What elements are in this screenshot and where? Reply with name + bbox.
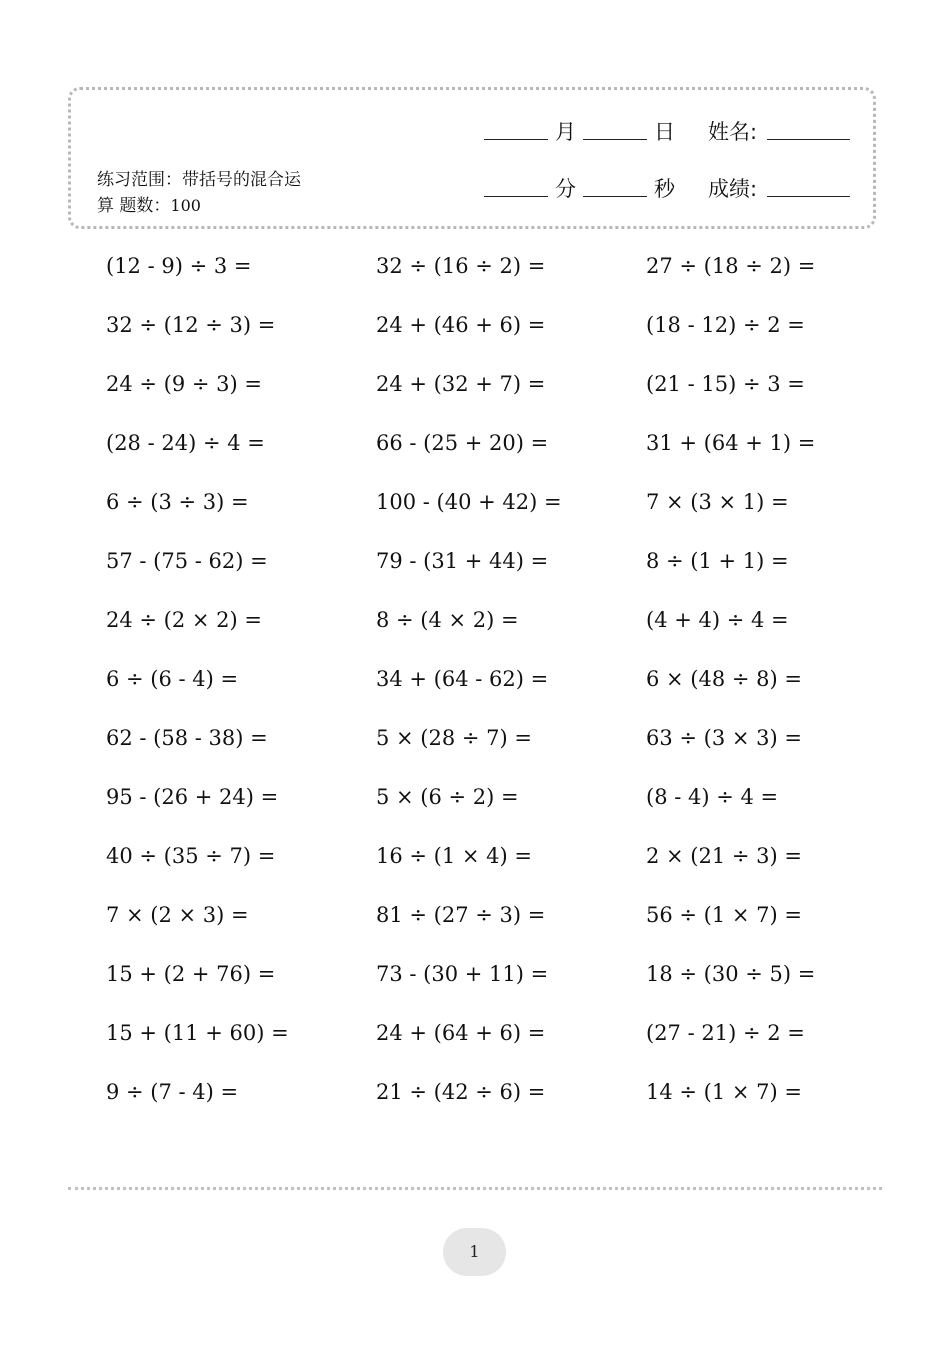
day-label: 日 (654, 120, 675, 144)
problem-item: 24 + (46 + 6) = (376, 313, 546, 337)
problem-item: 8 ÷ (1 + 1) = (646, 549, 789, 573)
problem-item: 8 ÷ (4 × 2) = (376, 608, 519, 632)
problem-item: 7 × (3 × 1) = (646, 490, 789, 514)
problem-item: 81 ÷ (27 ÷ 3) = (376, 903, 546, 927)
problem-item: 2 × (21 ÷ 3) = (646, 844, 802, 868)
problem-item: 24 ÷ (9 ÷ 3) = (106, 372, 262, 396)
problem-item: 7 × (2 × 3) = (106, 903, 249, 927)
problem-item: 5 × (28 ÷ 7) = (376, 726, 532, 750)
minute-label: 分 (555, 177, 576, 201)
problem-item: 6 ÷ (3 ÷ 3) = (106, 490, 249, 514)
problem-item: 95 - (26 + 24) = (106, 785, 279, 809)
problem-item: 6 × (48 ÷ 8) = (646, 667, 802, 691)
page-number: 1 (443, 1228, 506, 1276)
name-label: 姓名: (708, 120, 758, 144)
problem-item: 24 + (32 + 7) = (376, 372, 546, 396)
problem-item: 24 + (64 + 6) = (376, 1021, 546, 1045)
scope-line-1: 练习范围：带括号的混合运 (97, 170, 301, 190)
problem-item: 21 ÷ (42 ÷ 6) = (376, 1080, 546, 1104)
name-blank[interactable] (767, 139, 850, 140)
problem-item: 100 - (40 + 42) = (376, 490, 562, 514)
problem-item: (27 - 21) ÷ 2 = (646, 1021, 805, 1045)
problem-item: 18 ÷ (30 ÷ 5) = (646, 962, 816, 986)
second-label: 秒 (654, 177, 675, 201)
problem-item: 16 ÷ (1 × 4) = (376, 844, 532, 868)
problem-item: 9 ÷ (7 - 4) = (106, 1080, 239, 1104)
problem-item: 15 + (2 + 76) = (106, 962, 276, 986)
problem-item: 63 ÷ (3 × 3) = (646, 726, 802, 750)
problem-item: 6 ÷ (6 - 4) = (106, 667, 239, 691)
problem-item: 32 ÷ (12 ÷ 3) = (106, 313, 276, 337)
second-blank[interactable] (583, 196, 647, 197)
problem-item: 57 - (75 - 62) = (106, 549, 268, 573)
problem-item: 31 + (64 + 1) = (646, 431, 816, 455)
practice-scope (97, 168, 347, 219)
score-blank[interactable] (767, 196, 850, 197)
problem-item: 56 ÷ (1 × 7) = (646, 903, 802, 927)
problem-item: 66 - (25 + 20) = (376, 431, 549, 455)
problem-count: 100 (170, 196, 201, 215)
scope-line-2-text: 算 题数： (97, 196, 171, 216)
scope-line-2 (97, 193, 347, 219)
day-blank[interactable] (583, 139, 647, 140)
problem-item: (12 - 9) ÷ 3 = (106, 254, 252, 278)
problem-item: (4 + 4) ÷ 4 = (646, 608, 789, 632)
problem-item: 62 - (58 - 38) = (106, 726, 268, 750)
footer-divider (68, 1187, 882, 1190)
problem-item: 32 ÷ (16 ÷ 2) = (376, 254, 546, 278)
header-box (68, 87, 876, 229)
problem-item: 15 + (11 + 60) = (106, 1021, 289, 1045)
problem-item: (8 - 4) ÷ 4 = (646, 785, 779, 809)
problem-item: 34 + (64 - 62) = (376, 667, 549, 691)
problem-item: (21 - 15) ÷ 3 = (646, 372, 805, 396)
problem-item: (18 - 12) ÷ 2 = (646, 313, 805, 337)
problem-item: 79 - (31 + 44) = (376, 549, 549, 573)
score-label: 成绩: (708, 177, 758, 201)
minute-blank[interactable] (484, 196, 548, 197)
problem-item: 14 ÷ (1 × 7) = (646, 1080, 802, 1104)
problem-item: 27 ÷ (18 ÷ 2) = (646, 254, 816, 278)
problem-item: 40 ÷ (35 ÷ 7) = (106, 844, 276, 868)
problem-item: (28 - 24) ÷ 4 = (106, 431, 265, 455)
month-label: 月 (555, 120, 576, 144)
problem-item: 24 ÷ (2 × 2) = (106, 608, 262, 632)
problem-item: 5 × (6 ÷ 2) = (376, 785, 519, 809)
month-blank[interactable] (484, 139, 548, 140)
problem-item: 73 - (30 + 11) = (376, 962, 549, 986)
